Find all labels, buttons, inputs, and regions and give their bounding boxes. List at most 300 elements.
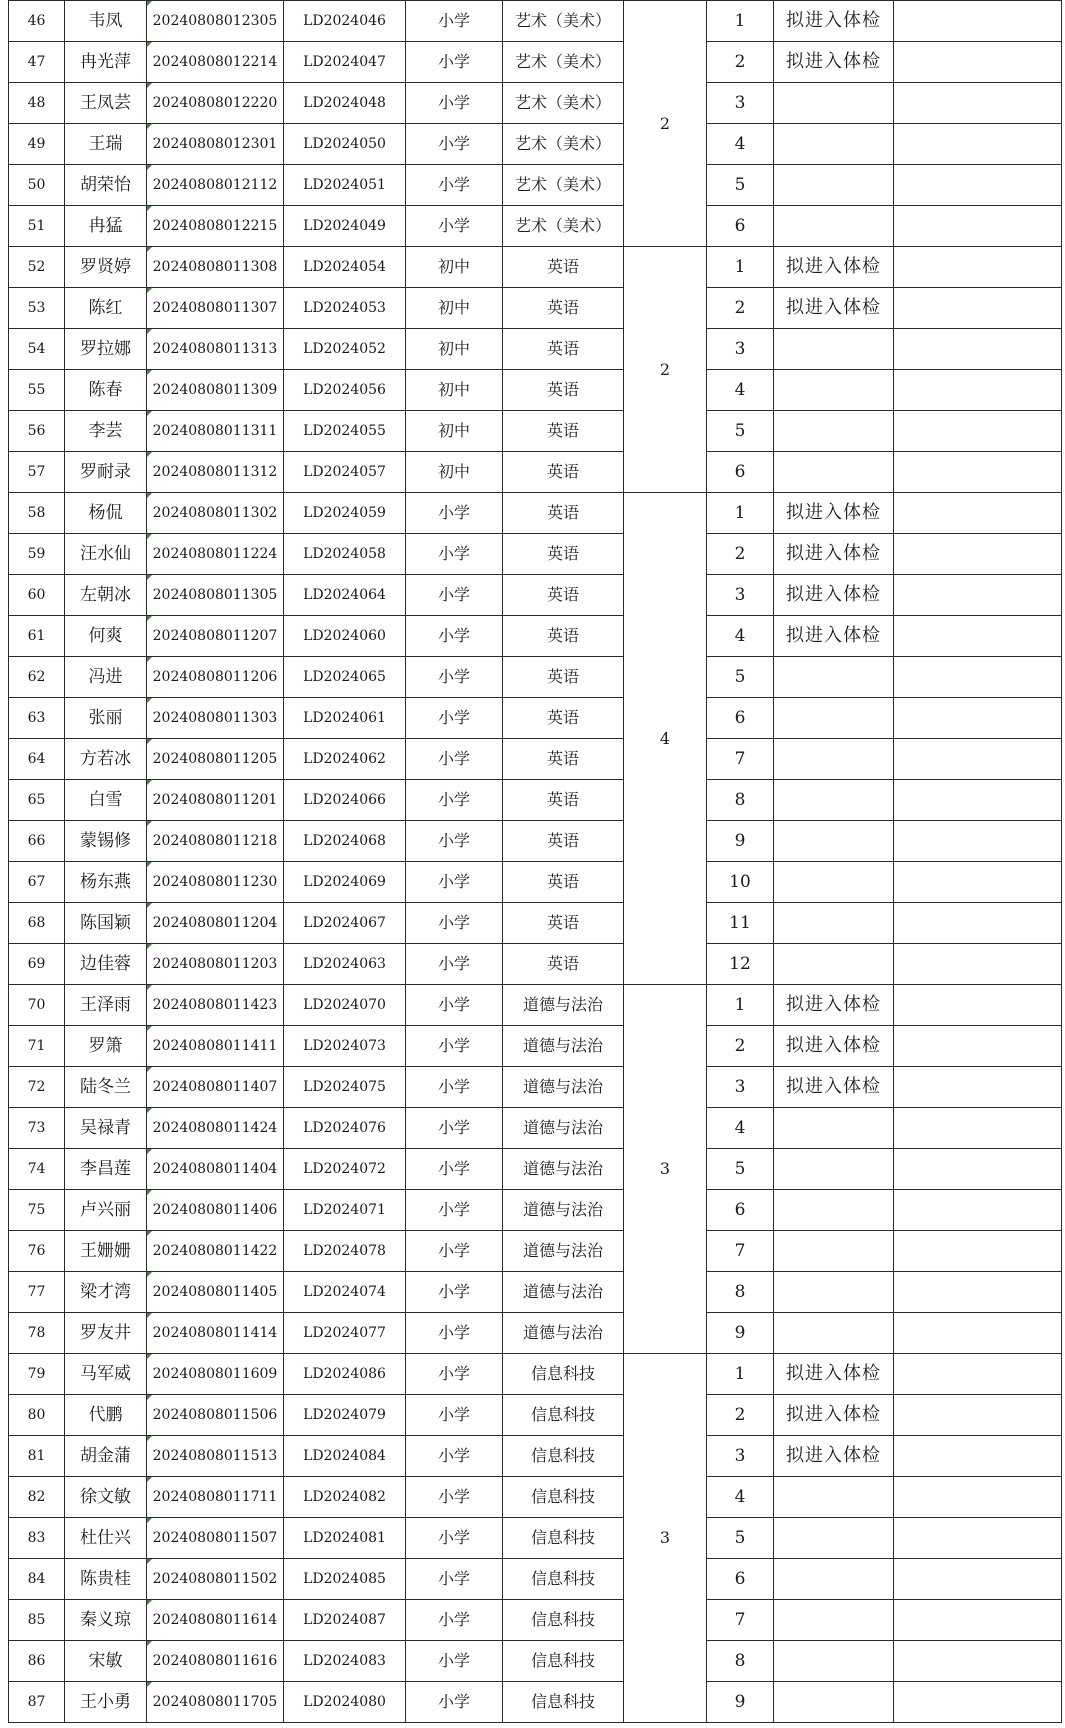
school-level-cell: 小学 [406,944,503,985]
row-index-cell: 81 [9,1436,65,1477]
candidate-name-cell: 冉猛 [65,206,147,247]
empty-cell [894,1313,1062,1354]
row-index-cell: 55 [9,370,65,411]
post-code-cell: LD2024050 [284,124,406,165]
exam-number-cell: 20240808011205 [147,739,284,780]
empty-cell [894,1559,1062,1600]
row-index-cell: 67 [9,862,65,903]
rank-cell: 9 [707,821,774,862]
subject-cell: 信息科技 [503,1518,624,1559]
table-row [9,1518,1062,1559]
exam-number-cell: 20240808011224 [147,534,284,575]
candidate-name-cell: 胡金蒲 [65,1436,147,1477]
row-index-cell: 66 [9,821,65,862]
remark-cell [774,165,894,206]
empty-cell [894,739,1062,780]
post-code-cell: LD2024069 [284,862,406,903]
rank-cell: 5 [707,165,774,206]
empty-cell [894,165,1062,206]
table-row [9,616,1062,657]
empty-cell [894,1395,1062,1436]
subject-cell: 道德与法治 [503,1026,624,1067]
rank-cell: 9 [707,1313,774,1354]
remark-cell: 拟进入体检 [774,1354,894,1395]
remark-cell: 拟进入体检 [774,42,894,83]
rank-cell: 3 [707,329,774,370]
remark-cell [774,1108,894,1149]
rank-cell: 8 [707,780,774,821]
remark-cell [774,83,894,124]
subject-cell: 信息科技 [503,1641,624,1682]
candidate-name-cell: 徐文敏 [65,1477,147,1518]
rank-cell: 1 [707,1354,774,1395]
post-code-cell: LD2024051 [284,165,406,206]
candidate-name-cell: 杨侃 [65,493,147,534]
empty-cell [894,1272,1062,1313]
table-row [9,247,1062,288]
candidate-name-cell: 冯进 [65,657,147,698]
row-index-cell: 69 [9,944,65,985]
row-index-cell: 74 [9,1149,65,1190]
row-index-cell: 75 [9,1190,65,1231]
candidate-name-cell: 左朝冰 [65,575,147,616]
empty-cell [894,1436,1062,1477]
empty-cell [894,1477,1062,1518]
remark-cell [774,944,894,985]
school-level-cell: 小学 [406,1477,503,1518]
exam-number-cell: 20240808011312 [147,452,284,493]
subject-cell: 艺术（美术） [503,165,624,206]
subject-cell: 信息科技 [503,1436,624,1477]
rank-cell: 1 [707,1,774,42]
exam-number-cell: 20240808011411 [147,1026,284,1067]
rank-cell: 2 [707,42,774,83]
subject-cell: 英语 [503,247,624,288]
subject-cell: 信息科技 [503,1395,624,1436]
row-index-cell: 84 [9,1559,65,1600]
empty-cell [894,1641,1062,1682]
subject-cell: 英语 [503,575,624,616]
school-level-cell: 初中 [406,329,503,370]
remark-cell [774,1313,894,1354]
row-index-cell: 80 [9,1395,65,1436]
empty-cell [894,944,1062,985]
candidate-name-cell: 汪水仙 [65,534,147,575]
post-code-cell: LD2024057 [284,452,406,493]
row-index-cell: 50 [9,165,65,206]
post-code-cell: LD2024058 [284,534,406,575]
subject-cell: 英语 [503,288,624,329]
rank-cell: 6 [707,1559,774,1600]
row-index-cell: 79 [9,1354,65,1395]
exam-number-cell: 20240808012220 [147,83,284,124]
candidate-name-cell: 白雪 [65,780,147,821]
subject-cell: 道德与法治 [503,1067,624,1108]
school-level-cell: 小学 [406,1190,503,1231]
row-index-cell: 62 [9,657,65,698]
empty-cell [894,1108,1062,1149]
post-code-cell: LD2024085 [284,1559,406,1600]
exam-number-cell: 20240808011513 [147,1436,284,1477]
empty-cell [894,247,1062,288]
subject-cell: 英语 [503,657,624,698]
row-index-cell: 85 [9,1600,65,1641]
remark-cell [774,1231,894,1272]
table-row [9,370,1062,411]
subject-cell: 道德与法治 [503,985,624,1026]
subject-cell: 英语 [503,452,624,493]
remark-cell [774,657,894,698]
candidate-name-cell: 杜仕兴 [65,1518,147,1559]
post-code-cell: LD2024079 [284,1395,406,1436]
exam-number-cell: 20240808012305 [147,1,284,42]
empty-cell [894,862,1062,903]
post-code-cell: LD2024074 [284,1272,406,1313]
table-row [9,1026,1062,1067]
candidate-name-cell: 李芸 [65,411,147,452]
row-index-cell: 82 [9,1477,65,1518]
row-index-cell: 60 [9,575,65,616]
remark-cell [774,411,894,452]
candidate-name-cell: 罗拉娜 [65,329,147,370]
row-index-cell: 83 [9,1518,65,1559]
school-level-cell: 小学 [406,206,503,247]
results-table [8,0,1062,1723]
post-code-cell: LD2024063 [284,944,406,985]
post-code-cell: LD2024052 [284,329,406,370]
remark-cell: 拟进入体检 [774,985,894,1026]
school-level-cell: 小学 [406,903,503,944]
school-level-cell: 小学 [406,1354,503,1395]
rank-cell: 6 [707,206,774,247]
empty-cell [894,1,1062,42]
subject-cell: 英语 [503,780,624,821]
candidate-name-cell: 王凤芸 [65,83,147,124]
post-code-cell: LD2024047 [284,42,406,83]
school-level-cell: 小学 [406,657,503,698]
row-index-cell: 59 [9,534,65,575]
table-row [9,575,1062,616]
post-code-cell: LD2024054 [284,247,406,288]
exam-number-cell: 20240808011303 [147,698,284,739]
empty-cell [894,903,1062,944]
post-code-cell: LD2024059 [284,493,406,534]
remark-cell [774,1272,894,1313]
candidate-name-cell: 卢兴丽 [65,1190,147,1231]
school-level-cell: 小学 [406,1436,503,1477]
candidate-name-cell: 王姗姗 [65,1231,147,1272]
exam-number-cell: 20240808012112 [147,165,284,206]
empty-cell [894,575,1062,616]
post-code-cell: LD2024084 [284,1436,406,1477]
candidate-name-cell: 蒙锡修 [65,821,147,862]
exam-number-cell: 20240808012214 [147,42,284,83]
subject-cell: 艺术（美术） [503,124,624,165]
table-row [9,985,1062,1026]
candidate-name-cell: 陈贵桂 [65,1559,147,1600]
rank-cell: 5 [707,411,774,452]
candidate-name-cell: 杨东燕 [65,862,147,903]
rank-cell: 5 [707,1518,774,1559]
post-code-cell: LD2024066 [284,780,406,821]
post-code-cell: LD2024065 [284,657,406,698]
row-index-cell: 64 [9,739,65,780]
rank-cell: 5 [707,1149,774,1190]
candidate-name-cell: 何爽 [65,616,147,657]
remark-cell: 拟进入体检 [774,616,894,657]
remark-cell: 拟进入体检 [774,247,894,288]
table-row [9,329,1062,370]
school-level-cell: 初中 [406,411,503,452]
school-level-cell: 小学 [406,1149,503,1190]
candidate-name-cell: 代鹏 [65,1395,147,1436]
table-row [9,1682,1062,1723]
subject-cell: 英语 [503,493,624,534]
exam-number-cell: 20240808011308 [147,247,284,288]
rank-cell: 7 [707,1231,774,1272]
table-row [9,534,1062,575]
school-level-cell: 小学 [406,1067,503,1108]
subject-cell: 信息科技 [503,1477,624,1518]
remark-cell [774,124,894,165]
row-index-cell: 52 [9,247,65,288]
post-code-cell: LD2024049 [284,206,406,247]
table-row [9,1272,1062,1313]
row-index-cell: 57 [9,452,65,493]
subject-cell: 信息科技 [503,1682,624,1723]
exam-number-cell: 20240808011506 [147,1395,284,1436]
subject-cell: 道德与法治 [503,1108,624,1149]
post-code-cell: LD2024060 [284,616,406,657]
post-code-cell: LD2024080 [284,1682,406,1723]
row-index-cell: 49 [9,124,65,165]
post-code-cell: LD2024081 [284,1518,406,1559]
remark-cell [774,780,894,821]
rank-cell: 1 [707,985,774,1026]
post-code-cell: LD2024055 [284,411,406,452]
school-level-cell: 小学 [406,739,503,780]
rank-cell: 7 [707,739,774,780]
exam-number-cell: 20240808011614 [147,1600,284,1641]
row-index-cell: 53 [9,288,65,329]
table-row [9,1436,1062,1477]
exam-number-cell: 20240808012215 [147,206,284,247]
candidate-name-cell: 罗箫 [65,1026,147,1067]
remark-cell: 拟进入体检 [774,1026,894,1067]
school-level-cell: 小学 [406,821,503,862]
school-level-cell: 小学 [406,1559,503,1600]
exam-number-cell: 20240808011302 [147,493,284,534]
exam-number-cell: 20240808011424 [147,1108,284,1149]
rank-cell: 8 [707,1641,774,1682]
subject-cell: 英语 [503,862,624,903]
candidate-name-cell: 梁才湾 [65,1272,147,1313]
remark-cell: 拟进入体检 [774,1436,894,1477]
rank-cell: 3 [707,575,774,616]
post-code-cell: LD2024061 [284,698,406,739]
candidate-name-cell: 胡荣怡 [65,165,147,206]
row-index-cell: 72 [9,1067,65,1108]
empty-cell [894,411,1062,452]
table-row [9,1231,1062,1272]
candidate-name-cell: 陈国颖 [65,903,147,944]
candidate-name-cell: 宋敏 [65,1641,147,1682]
quota-cell: 2 [624,1,707,247]
subject-cell: 道德与法治 [503,1231,624,1272]
rank-cell: 12 [707,944,774,985]
subject-cell: 英语 [503,944,624,985]
exam-number-cell: 20240808011502 [147,1559,284,1600]
remark-cell: 拟进入体检 [774,1,894,42]
school-level-cell: 小学 [406,616,503,657]
rank-cell: 3 [707,1436,774,1477]
candidate-name-cell: 罗耐录 [65,452,147,493]
school-level-cell: 小学 [406,985,503,1026]
remark-cell [774,903,894,944]
row-index-cell: 51 [9,206,65,247]
table-row [9,1108,1062,1149]
quota-cell: 3 [624,985,707,1354]
subject-cell: 英语 [503,821,624,862]
rank-cell: 4 [707,616,774,657]
empty-cell [894,288,1062,329]
empty-cell [894,452,1062,493]
table-row [9,1190,1062,1231]
rank-cell: 4 [707,1108,774,1149]
table-row [9,288,1062,329]
school-level-cell: 小学 [406,575,503,616]
rank-cell: 6 [707,698,774,739]
remark-cell [774,1682,894,1723]
remark-cell [774,1641,894,1682]
exam-number-cell: 20240808011230 [147,862,284,903]
subject-cell: 英语 [503,616,624,657]
exam-number-cell: 20240808011204 [147,903,284,944]
exam-number-cell: 20240808011305 [147,575,284,616]
post-code-cell: LD2024056 [284,370,406,411]
candidate-name-cell: 冉光萍 [65,42,147,83]
school-level-cell: 初中 [406,370,503,411]
subject-cell: 英语 [503,903,624,944]
remark-cell [774,1190,894,1231]
rank-cell: 6 [707,1190,774,1231]
table-row [9,903,1062,944]
table-row [9,657,1062,698]
remark-cell [774,1518,894,1559]
row-index-cell: 61 [9,616,65,657]
subject-cell: 英语 [503,370,624,411]
remark-cell: 拟进入体检 [774,575,894,616]
school-level-cell: 小学 [406,1682,503,1723]
exam-number-cell: 20240808011705 [147,1682,284,1723]
exam-number-cell: 20240808011307 [147,288,284,329]
empty-cell [894,616,1062,657]
school-level-cell: 小学 [406,1518,503,1559]
post-code-cell: LD2024064 [284,575,406,616]
post-code-cell: LD2024078 [284,1231,406,1272]
school-level-cell: 小学 [406,862,503,903]
empty-cell [894,1682,1062,1723]
subject-cell: 英语 [503,329,624,370]
candidate-name-cell: 罗贤婷 [65,247,147,288]
school-level-cell: 初中 [406,288,503,329]
exam-number-cell: 20240808011507 [147,1518,284,1559]
candidate-name-cell: 张丽 [65,698,147,739]
exam-number-cell: 20240808011414 [147,1313,284,1354]
table-row [9,1641,1062,1682]
table-row [9,124,1062,165]
subject-cell: 艺术（美术） [503,42,624,83]
exam-number-cell: 20240808011609 [147,1354,284,1395]
table-row [9,493,1062,534]
exam-number-cell: 20240808011405 [147,1272,284,1313]
candidate-name-cell: 马军威 [65,1354,147,1395]
school-level-cell: 小学 [406,124,503,165]
remark-cell: 拟进入体检 [774,1395,894,1436]
empty-cell [894,329,1062,370]
empty-cell [894,206,1062,247]
candidate-name-cell: 秦义琼 [65,1600,147,1641]
school-level-cell: 小学 [406,1641,503,1682]
table-row [9,1067,1062,1108]
post-code-cell: LD2024062 [284,739,406,780]
row-index-cell: 68 [9,903,65,944]
row-index-cell: 70 [9,985,65,1026]
subject-cell: 艺术（美术） [503,1,624,42]
rank-cell: 10 [707,862,774,903]
post-code-cell: LD2024086 [284,1354,406,1395]
remark-cell [774,1477,894,1518]
row-index-cell: 77 [9,1272,65,1313]
post-code-cell: LD2024077 [284,1313,406,1354]
candidate-name-cell: 罗友井 [65,1313,147,1354]
results-table-body [9,1,1062,1723]
post-code-cell: LD2024083 [284,1641,406,1682]
table-row [9,944,1062,985]
school-level-cell: 小学 [406,1313,503,1354]
row-index-cell: 63 [9,698,65,739]
post-code-cell: LD2024071 [284,1190,406,1231]
exam-number-cell: 20240808012301 [147,124,284,165]
subject-cell: 道德与法治 [503,1272,624,1313]
candidate-name-cell: 李昌莲 [65,1149,147,1190]
table-row [9,739,1062,780]
row-index-cell: 56 [9,411,65,452]
exam-number-cell: 20240808011201 [147,780,284,821]
post-code-cell: LD2024067 [284,903,406,944]
school-level-cell: 小学 [406,165,503,206]
row-index-cell: 48 [9,83,65,124]
empty-cell [894,83,1062,124]
table-row [9,452,1062,493]
school-level-cell: 小学 [406,1108,503,1149]
empty-cell [894,1231,1062,1272]
quota-cell: 3 [624,1354,707,1723]
table-row [9,42,1062,83]
rank-cell: 2 [707,288,774,329]
rank-cell: 7 [707,1600,774,1641]
remark-cell [774,821,894,862]
remark-cell [774,739,894,780]
empty-cell [894,1190,1062,1231]
empty-cell [894,534,1062,575]
empty-cell [894,1149,1062,1190]
table-row [9,862,1062,903]
school-level-cell: 小学 [406,1395,503,1436]
rank-cell: 2 [707,534,774,575]
subject-cell: 信息科技 [503,1354,624,1395]
candidate-name-cell: 王小勇 [65,1682,147,1723]
